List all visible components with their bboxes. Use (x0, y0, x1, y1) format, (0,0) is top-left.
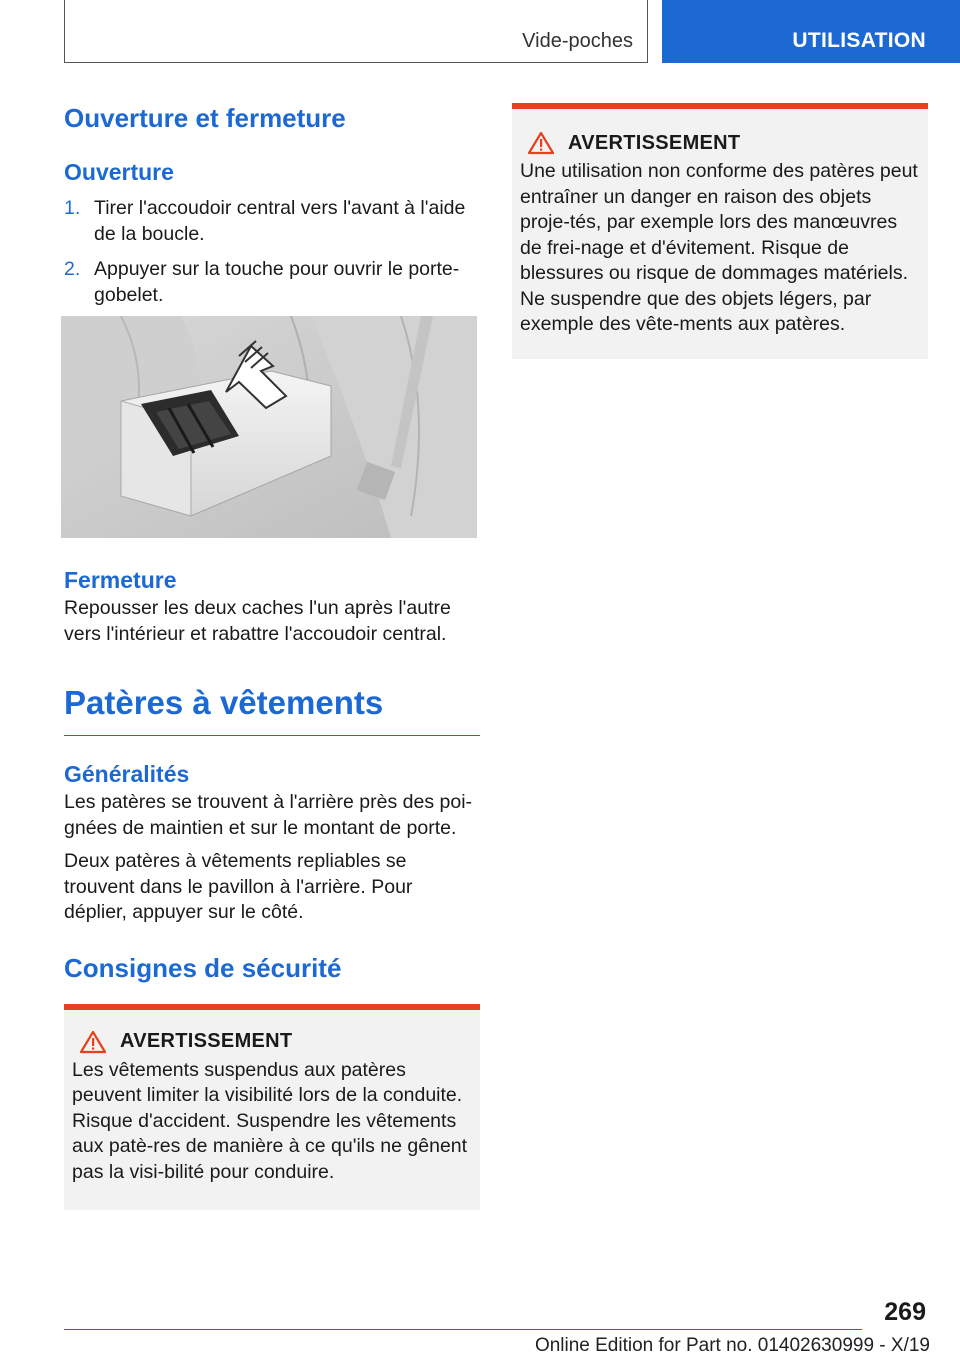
warning-box (512, 103, 928, 359)
warning-title (72, 1030, 472, 1054)
page-number: 269 (884, 1298, 926, 1326)
warning-title-text: AVERTISSEMENT (568, 131, 741, 154)
heading-coat-hooks: Patères à vêtements (64, 684, 384, 721)
warning-text: Une utilisation non conforme des patères peut entraîner un danger en raison des objets proje-tés, par exemple lors des manœuvres de frei-nage et d'évitement. Risque de blessures ou risque de dommages matériels. Ne suspendre que des objets légers, par exemple des vête-ments aux patères. (520, 160, 918, 335)
heading-opening-closing: Ouverture et fermeture (64, 103, 346, 133)
header-section-box (64, 0, 648, 63)
warning-text: Les vêtements suspendus aux patères peuvent limiter la visibilité lors de la conduite. Risque d'accident. Suspendre les vêtements aux patè-res de manière à ce qu'ils ne gênent pas la visi-bilité pour conduire. (72, 1058, 468, 1183)
general-paragraph-1: Les patères se trouvent à l'arrière près des poi-gnées de maintien et sur le montant de porte. (64, 791, 473, 839)
step-text: Tirer l'accoudoir central vers l'avant à l'aide de la boucle. (94, 197, 466, 245)
step-1 (64, 196, 480, 247)
step-text: Appuyer sur la touche pour ouvrir le porte-gobelet. (94, 258, 460, 306)
warning-triangle-icon (80, 1030, 106, 1054)
footer-rule (64, 1329, 862, 1330)
right-column (512, 103, 928, 359)
subheading-opening: Ouverture (64, 159, 174, 185)
general-paragraph-2: Deux patères à vêtements repliables se trouvent dans le pavillon à l'arrière. Pour déplier, appuyer sur le côté. (64, 850, 413, 923)
armrest-illustration (61, 316, 477, 538)
subheading-general: Généralités (64, 761, 190, 787)
step-2 (64, 257, 480, 308)
warning-box (64, 1004, 480, 1210)
header-chapter-tab: UTILISATION (662, 0, 960, 63)
footer-edition: Online Edition for Part no. 01402630999 - X/19 (534, 1335, 930, 1356)
closing-text: Repousser les deux caches l'un après l'autre vers l'intérieur et rabattre l'accoudoir central. (64, 597, 451, 645)
subheading-closing: Fermeture (64, 567, 177, 593)
heading-safety: Consignes de sécurité (64, 952, 342, 983)
left-column (64, 100, 480, 1183)
warning-triangle-icon (528, 131, 554, 155)
warning-title-text: AVERTISSEMENT (120, 1030, 293, 1052)
warning-title (520, 131, 920, 155)
header-section-title: Vide-poches (522, 30, 633, 52)
step-number: 2. (64, 258, 81, 280)
step-number: 1. (64, 197, 81, 219)
